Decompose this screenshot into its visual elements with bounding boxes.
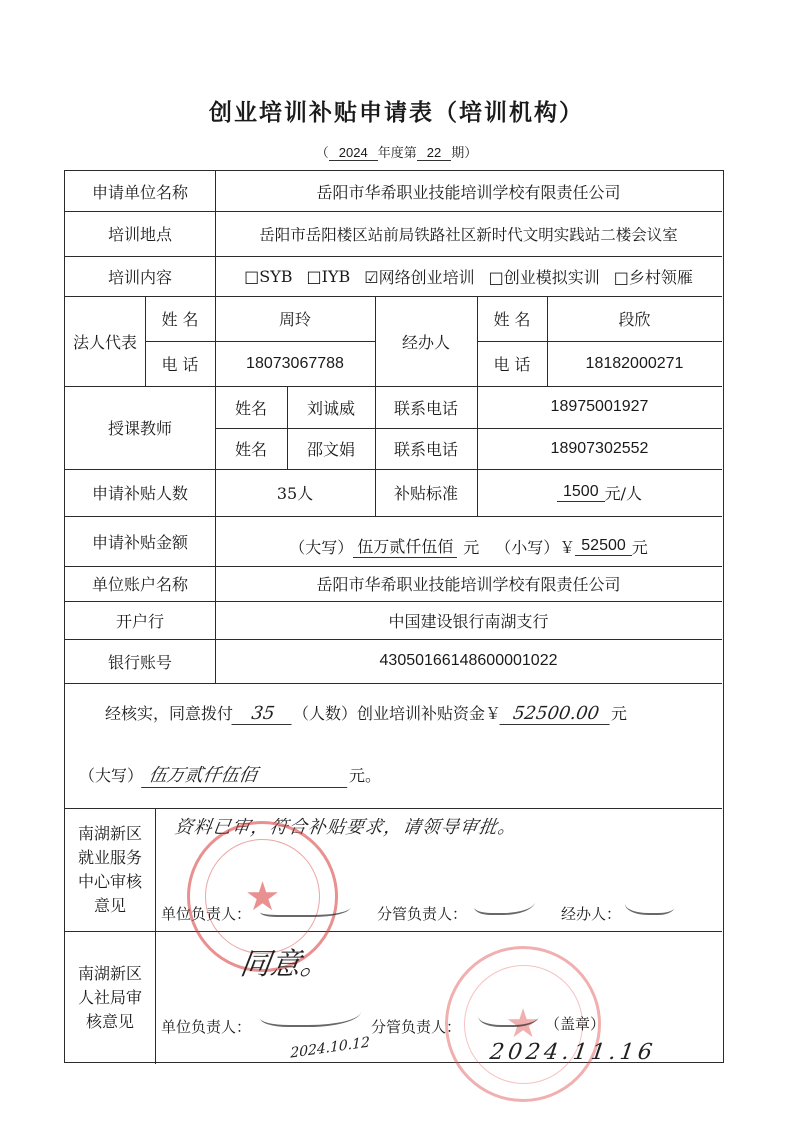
amount-upper-label: （大写）: [289, 537, 354, 557]
period-mid: 年度第: [377, 146, 417, 161]
approval-text-a: 经核实，同意拨付: [105, 704, 234, 723]
option-rural[interactable]: □乡村领雁: [613, 267, 693, 287]
value-teacher1-name: 刘诚威: [306, 398, 355, 418]
period-close: 期）: [451, 146, 478, 161]
review1-in-charge-label: 分管负责人：: [377, 905, 468, 923]
label-amount: 申请补贴金额: [91, 532, 188, 552]
review1-in-charge-signature: [473, 889, 537, 915]
content-options: [215, 256, 722, 296]
review2-in-charge-signature: [477, 1001, 541, 1027]
label-legal-rep: 法人代表: [72, 332, 137, 352]
review2-seal-label: （盖章）: [545, 1015, 606, 1033]
label-teacher1-phone: 联系电话: [393, 398, 458, 418]
label-account-name: 单位账户名称: [91, 575, 188, 594]
option-syb[interactable]: □SYB: [244, 266, 293, 286]
value-legal-phone: 18073067788: [246, 354, 344, 372]
value-amount: [215, 516, 722, 566]
approval-funds: 52500.00: [499, 703, 612, 725]
review2-unit-head-signature: [259, 997, 363, 1027]
review1-unit-head-label: 单位负责人：: [161, 905, 252, 923]
label-handler: 经办人: [401, 332, 450, 352]
value-handler-phone: 18182000271: [585, 354, 684, 372]
review1-opinion: 资料已审，符合补贴要求，请领导审批。: [173, 817, 519, 838]
value-handler-name: 段欣: [618, 310, 651, 329]
label-teacher2-phone: 联系电话: [393, 440, 458, 459]
value-teacher2-phone: 18907302552: [550, 439, 649, 457]
approval-people: 35: [231, 703, 294, 725]
label-bank: 开户行: [115, 611, 164, 631]
label-teacher2-name: 姓名: [234, 440, 267, 459]
value-standard: [477, 469, 722, 516]
approval-funds-upper: 伍万贰仟伍佰: [141, 761, 351, 788]
label-location: 培训地点: [107, 225, 172, 244]
label-legal-phone: 电 话: [161, 355, 199, 374]
label-account-no: 银行账号: [107, 652, 172, 672]
amount-upper-unit: 元: [463, 537, 480, 557]
value-legal-name: 周玲: [278, 310, 311, 329]
option-simulation[interactable]: □创业模拟实训: [488, 267, 600, 287]
value-account-no: 43050166148600001022: [379, 652, 558, 669]
review2-date-2: 2024.11.16: [488, 1040, 658, 1065]
value-bank: 中国建设银行南湖支行: [388, 611, 549, 631]
approval-text-b: （人数）创业培训补贴资金￥: [293, 704, 502, 723]
form-table: [64, 170, 724, 1063]
period-line: [0, 142, 793, 161]
label-legal-name: 姓 名: [161, 310, 199, 329]
option-iyb[interactable]: □IYB: [306, 266, 351, 286]
approval-line-1: [105, 701, 705, 725]
form-title: 创业培训补贴申请表（培训机构）: [209, 99, 584, 126]
label-handler-name: 姓 名: [493, 310, 531, 329]
period-issue: 22: [417, 145, 451, 161]
approval-text-c: 元: [611, 704, 628, 723]
approval-line-2: [79, 761, 679, 788]
review1-unit-head-signature: [259, 893, 352, 917]
review1-handler-label: 经办人：: [561, 905, 622, 923]
period-open: （: [315, 146, 329, 161]
value-account-name: 岳阳市华希职业技能培训学校有限责任公司: [316, 575, 621, 594]
seal-star-icon-2: ★: [464, 965, 583, 1084]
review2-unit-head-label: 单位负责人：: [161, 1018, 252, 1036]
label-standard: 补贴标准: [393, 484, 458, 503]
label-review2: 南湖新区人社局审核意见: [77, 963, 142, 1031]
label-review1: 南湖新区就业服务中心审核意见: [77, 823, 142, 915]
value-teacher2-name: 邵文娟: [306, 440, 355, 459]
label-applicant: 申请单位名称: [91, 182, 188, 202]
review2-date-1: 2024.10.12: [290, 1034, 370, 1062]
review2-opinion: 同意。: [238, 947, 333, 982]
approval-text-d: （大写）: [79, 766, 144, 785]
amount-lower-unit: 元: [631, 537, 648, 557]
standard-unit: 元/人: [604, 484, 642, 503]
amount-lower: 52500: [575, 537, 632, 556]
seal-star-icon: ★: [205, 839, 320, 954]
value-location: 岳阳市岳阳楼区站前局铁路社区新时代文明实践站二楼会议室: [259, 225, 678, 244]
option-online[interactable]: ☑网络创业培训: [364, 267, 475, 287]
period-year: 2024: [329, 145, 378, 161]
review1-handler-signature: [623, 891, 676, 915]
label-content: 培训内容: [107, 267, 172, 287]
approval-text-e: 元。: [349, 766, 382, 785]
label-teacher: 授课教师: [107, 419, 172, 438]
value-teacher1-phone: 18975001927: [550, 398, 649, 415]
label-handler-phone: 电 话: [493, 355, 531, 374]
value-applicant: 岳阳市华希职业技能培训学校有限责任公司: [316, 182, 621, 202]
review2-in-charge-label: 分管负责人：: [371, 1018, 462, 1036]
label-teacher1-name: 姓名: [234, 398, 267, 418]
label-count: 申请补贴人数: [91, 484, 188, 503]
standard-amount: 1500: [557, 483, 605, 502]
amount-upper: 伍万贰仟伍佰: [353, 534, 457, 558]
amount-lower-label: （小写）￥: [495, 537, 576, 557]
value-count: 35人: [276, 484, 314, 503]
